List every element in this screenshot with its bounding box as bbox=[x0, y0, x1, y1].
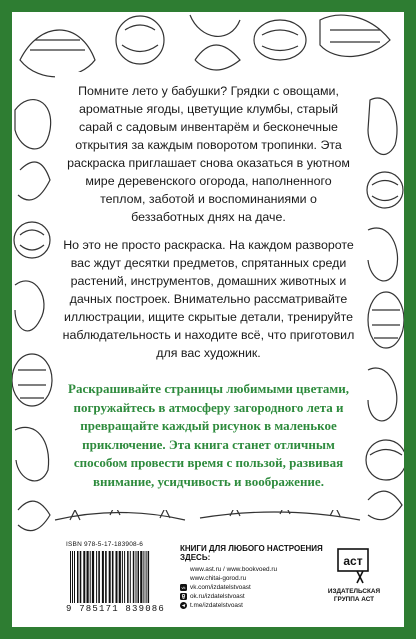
barcode-bar bbox=[70, 551, 71, 603]
link-item-telegram[interactable] bbox=[180, 601, 330, 610]
barcode-bar bbox=[116, 551, 118, 603]
barcode-bar bbox=[102, 551, 104, 603]
publisher-name: ИЗДАТЕЛЬСКАЯ ГРУППА АСТ bbox=[327, 588, 381, 603]
barcode-bar bbox=[96, 551, 97, 603]
barcode-bar bbox=[112, 551, 114, 603]
barcode-bar bbox=[130, 551, 131, 603]
svg-text:vk: vk bbox=[181, 585, 186, 591]
barcode-bar bbox=[146, 551, 147, 603]
barcode bbox=[68, 551, 172, 603]
barcode-bar bbox=[92, 551, 94, 603]
link-text: vk.com/izdatelstvoast bbox=[190, 584, 251, 591]
link-text: www.ast.ru / www.bookvoed.ru bbox=[190, 566, 278, 573]
barcode-bar bbox=[124, 551, 125, 603]
telegram-icon bbox=[180, 602, 187, 609]
barcode-bar bbox=[122, 551, 123, 603]
barcode-bar bbox=[83, 551, 85, 603]
ast-logo-icon bbox=[337, 548, 369, 584]
barcode-bar bbox=[80, 551, 82, 603]
vk-icon bbox=[180, 584, 187, 591]
link-item-1[interactable] bbox=[180, 565, 330, 574]
barcode-bar bbox=[133, 551, 135, 603]
barcode-bar bbox=[136, 551, 137, 603]
barcode-bar bbox=[87, 551, 89, 603]
barcode-bar bbox=[140, 551, 142, 603]
books-title: КНИГИ ДЛЯ ЛЮБОГО НАСТРОЕНИЯ ЗДЕСЬ: bbox=[180, 544, 323, 562]
link-text: ok.ru/izdatelstvoast bbox=[190, 593, 245, 600]
barcode-number: 9 785171 839086 bbox=[66, 604, 166, 614]
barcode-bar bbox=[105, 551, 107, 603]
barcode-bar bbox=[74, 551, 75, 603]
ok-icon bbox=[180, 593, 187, 600]
barcode-bar bbox=[127, 551, 129, 603]
description-highlight-paragraph: Раскрашивайте страницы любимыми цветами, погружайтесь в атмосферу загородного лета и превращайте каждый рисунок в маленькое приключение. Эта книга станет отличным способом провести время с пользой, развивая внимание, усидчивость и воображение. bbox=[68, 381, 349, 489]
isbn-label: ISBN 978-5-17-183908-6 bbox=[66, 541, 144, 548]
barcode-bar bbox=[109, 551, 111, 603]
barcode-bar bbox=[119, 551, 121, 603]
description-paragraph-1: Помните лето у бабушки? Грядки с овощами, ароматные ягоды, цветущие клумбы, старый сарай с садовым инвентарём и бесконечные открытия за каждым поворотом тропинки. Эта раскраска приглашает снова оказаться в уютном мире деревенского огорода, наполненного теплом, заботой и воспоминаниями о беззаботных днях на даче. bbox=[67, 84, 350, 224]
barcode-bar bbox=[148, 551, 150, 603]
link-item-vk[interactable] bbox=[180, 583, 330, 592]
barcode-bar bbox=[98, 551, 100, 603]
barcode-bar bbox=[143, 551, 144, 603]
logo-text: аст bbox=[343, 554, 363, 568]
description-paragraph-2: Но это не просто раскраска. На каждом развороте вас ждут десятки предметов, спрятанных среди растений, инструментов, домашних животных и дачных построек. Внимательно рассматривайте иллюстрации, ищите скрытые детали, тренируйте наблюдательность и находите всё, что приготовил для вас художник. bbox=[62, 238, 355, 360]
link-item-2[interactable] bbox=[180, 574, 330, 583]
barcode-bar bbox=[77, 551, 79, 603]
links-list bbox=[180, 565, 330, 610]
link-text: www.chitai-gorod.ru bbox=[190, 575, 247, 582]
barcode-bar bbox=[138, 551, 140, 603]
link-item-ok[interactable] bbox=[180, 592, 330, 601]
link-text: t.me/izdatelstvoast bbox=[190, 602, 243, 609]
barcode-bar bbox=[90, 551, 91, 603]
barcode-bar bbox=[72, 551, 73, 603]
